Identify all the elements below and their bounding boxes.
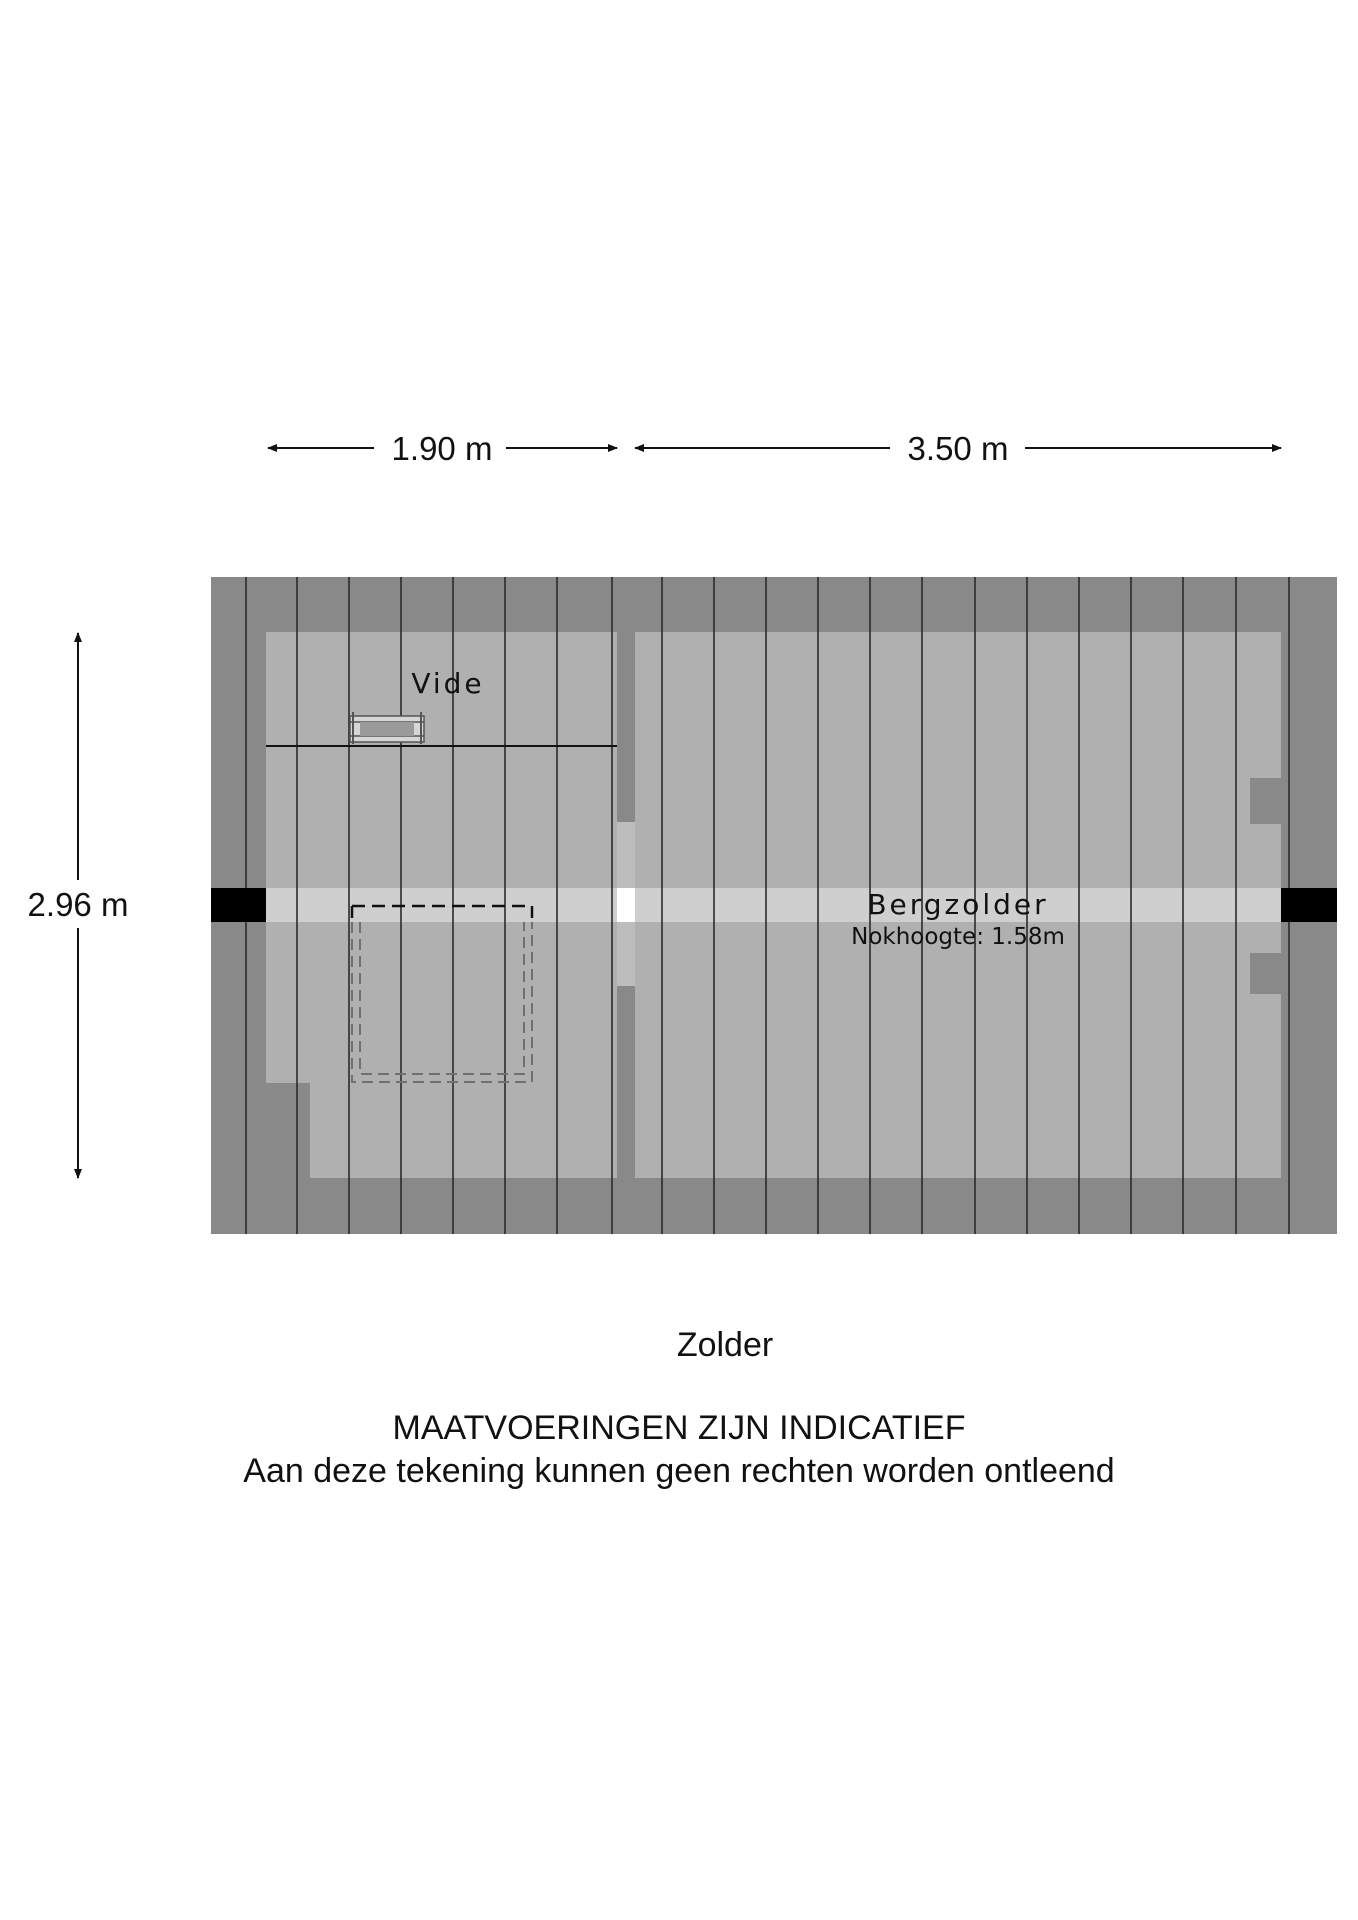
dimension-label: 1.90 m [391, 430, 493, 467]
wall-end-left [211, 888, 266, 922]
doorway-gap [617, 888, 635, 922]
ladder-symbol [350, 712, 424, 744]
ridge-height-label: Nokhoogte: 1.58m [851, 924, 1065, 950]
dimension-width-right [635, 430, 1281, 467]
room-label-vide: Vide [411, 667, 485, 700]
dimension-depth [28, 633, 129, 1178]
dimension-label: 2.96 m [27, 886, 129, 923]
dimension-label: 3.50 m [907, 430, 1009, 467]
wall-end-right [1281, 888, 1337, 922]
disclaimer-title: MAATVOERINGEN ZIJN INDICATIEF [392, 1409, 966, 1447]
room-label-bergzolder: Bergzolder [867, 888, 1049, 921]
floor-name: Zolder [676, 1326, 774, 1364]
dimension-width-left [268, 430, 617, 467]
disclaimer-text: Aan deze tekening kunnen geen rechten worden ontleend [243, 1452, 1115, 1490]
